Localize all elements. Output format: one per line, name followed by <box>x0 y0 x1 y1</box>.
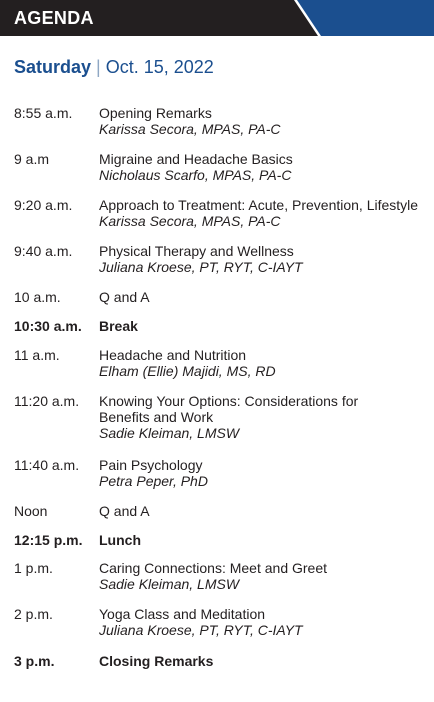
session-speaker: Juliana Kroese, PT, RYT, C-IAYT <box>99 259 303 275</box>
session-speaker: Sadie Kleiman, LMSW <box>99 576 240 592</box>
agenda-details <box>99 606 429 638</box>
session-title: Physical Therapy and Wellness <box>99 243 294 259</box>
session-title: Yoga Class and Meditation <box>99 606 266 622</box>
agenda-time: 10 a.m. <box>14 289 61 305</box>
session-title: Knowing Your Options: Considerations for Benefits and Work <box>99 393 359 425</box>
agenda-details <box>99 197 429 229</box>
session-speaker: Karissa Secora, MPAS, PA-C <box>99 213 281 229</box>
session-title: Closing Remarks <box>99 653 214 669</box>
agenda-details <box>99 653 429 669</box>
agenda-details <box>99 532 429 548</box>
agenda-time: 10:30 a.m. <box>14 318 82 334</box>
agenda-details <box>99 560 429 592</box>
session-title: Approach to Treatment: Acute, Prevention, Lifestyle <box>99 197 419 213</box>
agenda-details <box>99 318 429 334</box>
banner-blue-band <box>297 0 434 36</box>
page-title: AGENDA <box>14 8 94 28</box>
agenda-details <box>99 393 359 441</box>
session-speaker: Sadie Kleiman, LMSW <box>99 425 240 441</box>
agenda-time: 11:40 a.m. <box>14 457 80 473</box>
agenda-details <box>99 347 429 379</box>
agenda-time: 9 a.m <box>14 151 50 167</box>
agenda-time: 9:20 a.m. <box>14 197 73 213</box>
session-speaker: Karissa Secora, MPAS, PA-C <box>99 121 281 137</box>
agenda-details <box>99 105 429 137</box>
session-title: Migraine and Headache Basics <box>99 151 293 167</box>
agenda-details <box>99 457 429 489</box>
session-title: Q and A <box>99 503 150 519</box>
date-label: Oct. 15, 2022 <box>105 57 214 77</box>
session-title: Pain Psychology <box>99 457 203 473</box>
agenda-time: 2 p.m. <box>14 606 53 622</box>
agenda-time: 11:20 a.m. <box>14 393 80 409</box>
session-title: Headache and Nutrition <box>99 347 247 363</box>
date-separator: | <box>96 57 101 77</box>
session-title: Caring Connections: Meet and Greet <box>99 560 328 576</box>
agenda-time: 12:15 p.m. <box>14 532 83 548</box>
date-heading <box>14 56 214 78</box>
session-title: Q and A <box>99 289 150 305</box>
agenda-time: Noon <box>14 503 48 519</box>
session-speaker: Juliana Kroese, PT, RYT, C-IAYT <box>99 622 303 638</box>
session-title: Break <box>99 318 138 334</box>
session-title: Lunch <box>99 532 141 548</box>
agenda-time: 8:55 a.m. <box>14 105 73 121</box>
agenda-time: 1 p.m. <box>14 560 53 576</box>
day-label: Saturday <box>14 57 92 77</box>
agenda-banner <box>0 0 434 36</box>
agenda-time: 11 a.m. <box>14 347 60 363</box>
agenda-details <box>99 503 429 519</box>
agenda-details <box>99 243 429 275</box>
agenda-time: 9:40 a.m. <box>14 243 73 259</box>
session-speaker: Nicholaus Scarfo, MPAS, PA-C <box>99 167 292 183</box>
session-speaker: Elham (Ellie) Majidi, MS, RD <box>99 363 276 379</box>
agenda-time: 3 p.m. <box>14 653 55 669</box>
session-title: Opening Remarks <box>99 105 212 121</box>
session-speaker: Petra Peper, PhD <box>99 473 208 489</box>
agenda-details <box>99 151 429 183</box>
agenda-details <box>99 289 429 305</box>
